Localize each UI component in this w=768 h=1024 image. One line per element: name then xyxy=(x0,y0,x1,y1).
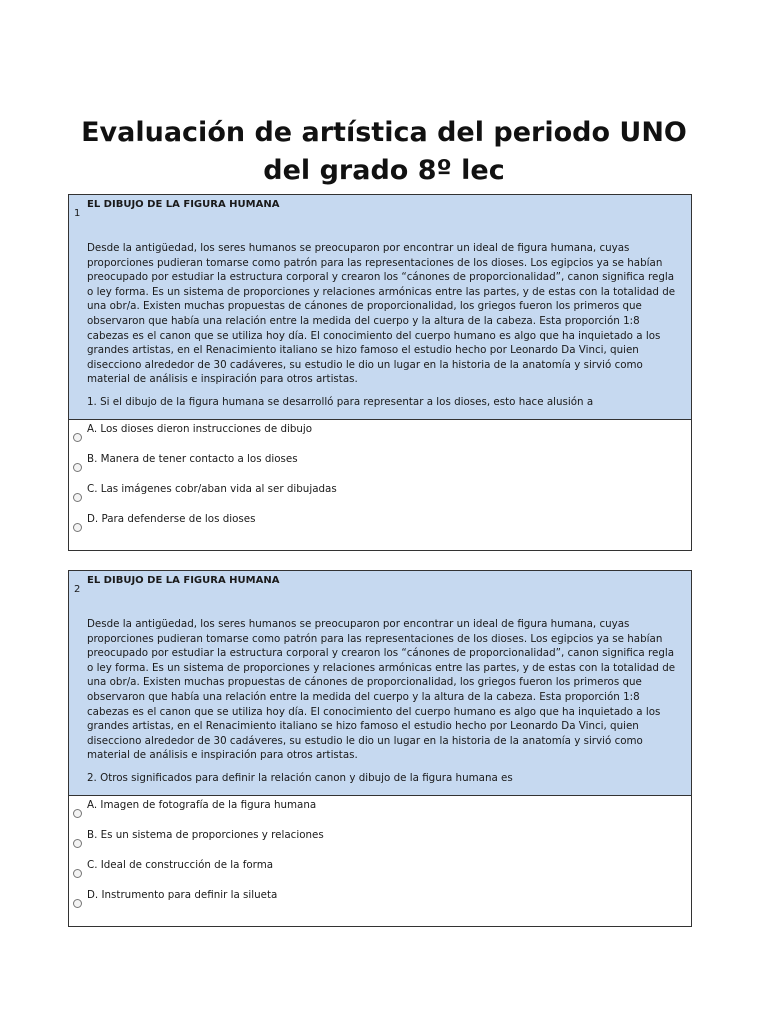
answer-option-c[interactable] xyxy=(69,858,691,888)
question-heading: EL DIBUJO DE LA FIGURA HUMANA xyxy=(87,199,280,210)
question-prompt: 1. Si el dibujo de la figura humana se desarrolló para representar a los dioses, esto hace alusión a xyxy=(87,395,594,408)
radio-button-icon[interactable] xyxy=(73,433,82,442)
page-title xyxy=(0,114,768,190)
radio-button-icon[interactable] xyxy=(73,493,82,502)
option-label: A. Imagen de fotografía de la figura humana xyxy=(87,798,317,811)
radio-button-icon[interactable] xyxy=(73,899,82,908)
reading-passage: Desde la antigüedad, los seres humanos se preocuparon por encontrar un ideal de figura humana, cuyas proporciones pudieran tomarse como patrón para las representaciones de los dioses. Los egipcios ya se habían preocupado por estudiar la estructura corporal y crearon los “cánones de proporcionalidad”, canon significa regla o ley forma. Es un sistema de proporciones y relaciones armónicas entre las partes, y de estas con la totalidad de una obr/a. Existen muchas propuestas de cánones de proporcionalidad, los griegos fueron los primeros que observaron que había una relación entre la medida del cuerpo y la altura de la cabeza. Esta proporción 1:8 cabezas es el canon que se utiliza hoy día. El conocimiento del cuerpo humano es algo que ha inquietado a los grandes artistas, en el Renacimiento italiano se hizo famoso el estudio hecho por Leonardo Da Vinci, quien disecciono alrededor de 30 cadáveres, su estudio le dio un lugar en la historia de la anatomía y sirvió como material de análisis e inspiración para otros artistas. xyxy=(87,242,676,386)
option-label: C. Las imágenes cobr/aban vida al ser dibujadas xyxy=(87,482,337,495)
option-label: B. Es un sistema de proporciones y relaciones xyxy=(87,828,324,841)
reading-passage: Desde la antigüedad, los seres humanos se preocuparon por encontrar un ideal de figura humana, cuyas proporciones pudieran tomarse como patrón para las representaciones de los dioses. Los egipcios ya se habían preocupado por estudiar la estructura corporal y crearon los “cánones de proporcionalidad”, canon significa regla o ley forma. Es un sistema de proporciones y relaciones armónicas entre las partes, y de estas con la totalidad de una obr/a. Existen muchas propuestas de cánones de proporcionalidad, los griegos fueron los primeros que observaron que había una relación entre la medida del cuerpo y la altura de la cabeza. Esta proporción 1:8 cabezas es el canon que se utiliza hoy día. El conocimiento del cuerpo humano es algo que ha inquietado a los grandes artistas, en el Renacimiento italiano se hizo famoso el estudio hecho por Leonardo Da Vinci, quien disecciono alrededor de 30 cadáveres, su estudio le dio un lugar en la historia de la anatomía y sirvió como material de análisis e inspiración para otros artistas. xyxy=(87,618,676,762)
answer-options xyxy=(69,420,691,550)
option-label: D. Para defenderse de los dioses xyxy=(87,512,256,525)
question-card-2 xyxy=(68,570,692,927)
page-title-line-2: del grado 8º lec xyxy=(263,155,505,187)
question-prompt: 2. Otros significados para definir la relación canon y dibujo de la figura humana es xyxy=(87,771,513,784)
question-header xyxy=(69,571,691,796)
question-heading: EL DIBUJO DE LA FIGURA HUMANA xyxy=(87,575,280,586)
radio-button-icon[interactable] xyxy=(73,523,82,532)
radio-button-icon[interactable] xyxy=(73,839,82,848)
radio-button-icon[interactable] xyxy=(73,463,82,472)
answer-option-a[interactable] xyxy=(69,422,691,452)
question-card-1 xyxy=(68,194,692,551)
answer-option-c[interactable] xyxy=(69,482,691,512)
question-header xyxy=(69,195,691,420)
radio-button-icon[interactable] xyxy=(73,809,82,818)
page-title-line-1: Evaluación de artística del periodo UNO xyxy=(81,117,687,149)
answer-option-d[interactable] xyxy=(69,512,691,542)
answer-option-b[interactable] xyxy=(69,452,691,482)
option-label: D. Instrumento para definir la silueta xyxy=(87,888,278,901)
radio-button-icon[interactable] xyxy=(73,869,82,878)
answer-option-a[interactable] xyxy=(69,798,691,828)
answer-options xyxy=(69,796,691,926)
option-label: A. Los dioses dieron instrucciones de dibujo xyxy=(87,422,313,435)
question-number: 2 xyxy=(74,584,81,595)
option-label: B. Manera de tener contacto a los dioses xyxy=(87,452,298,465)
option-label: C. Ideal de construcción de la forma xyxy=(87,858,274,871)
answer-option-b[interactable] xyxy=(69,828,691,858)
question-number: 1 xyxy=(74,208,81,219)
answer-option-d[interactable] xyxy=(69,888,691,918)
